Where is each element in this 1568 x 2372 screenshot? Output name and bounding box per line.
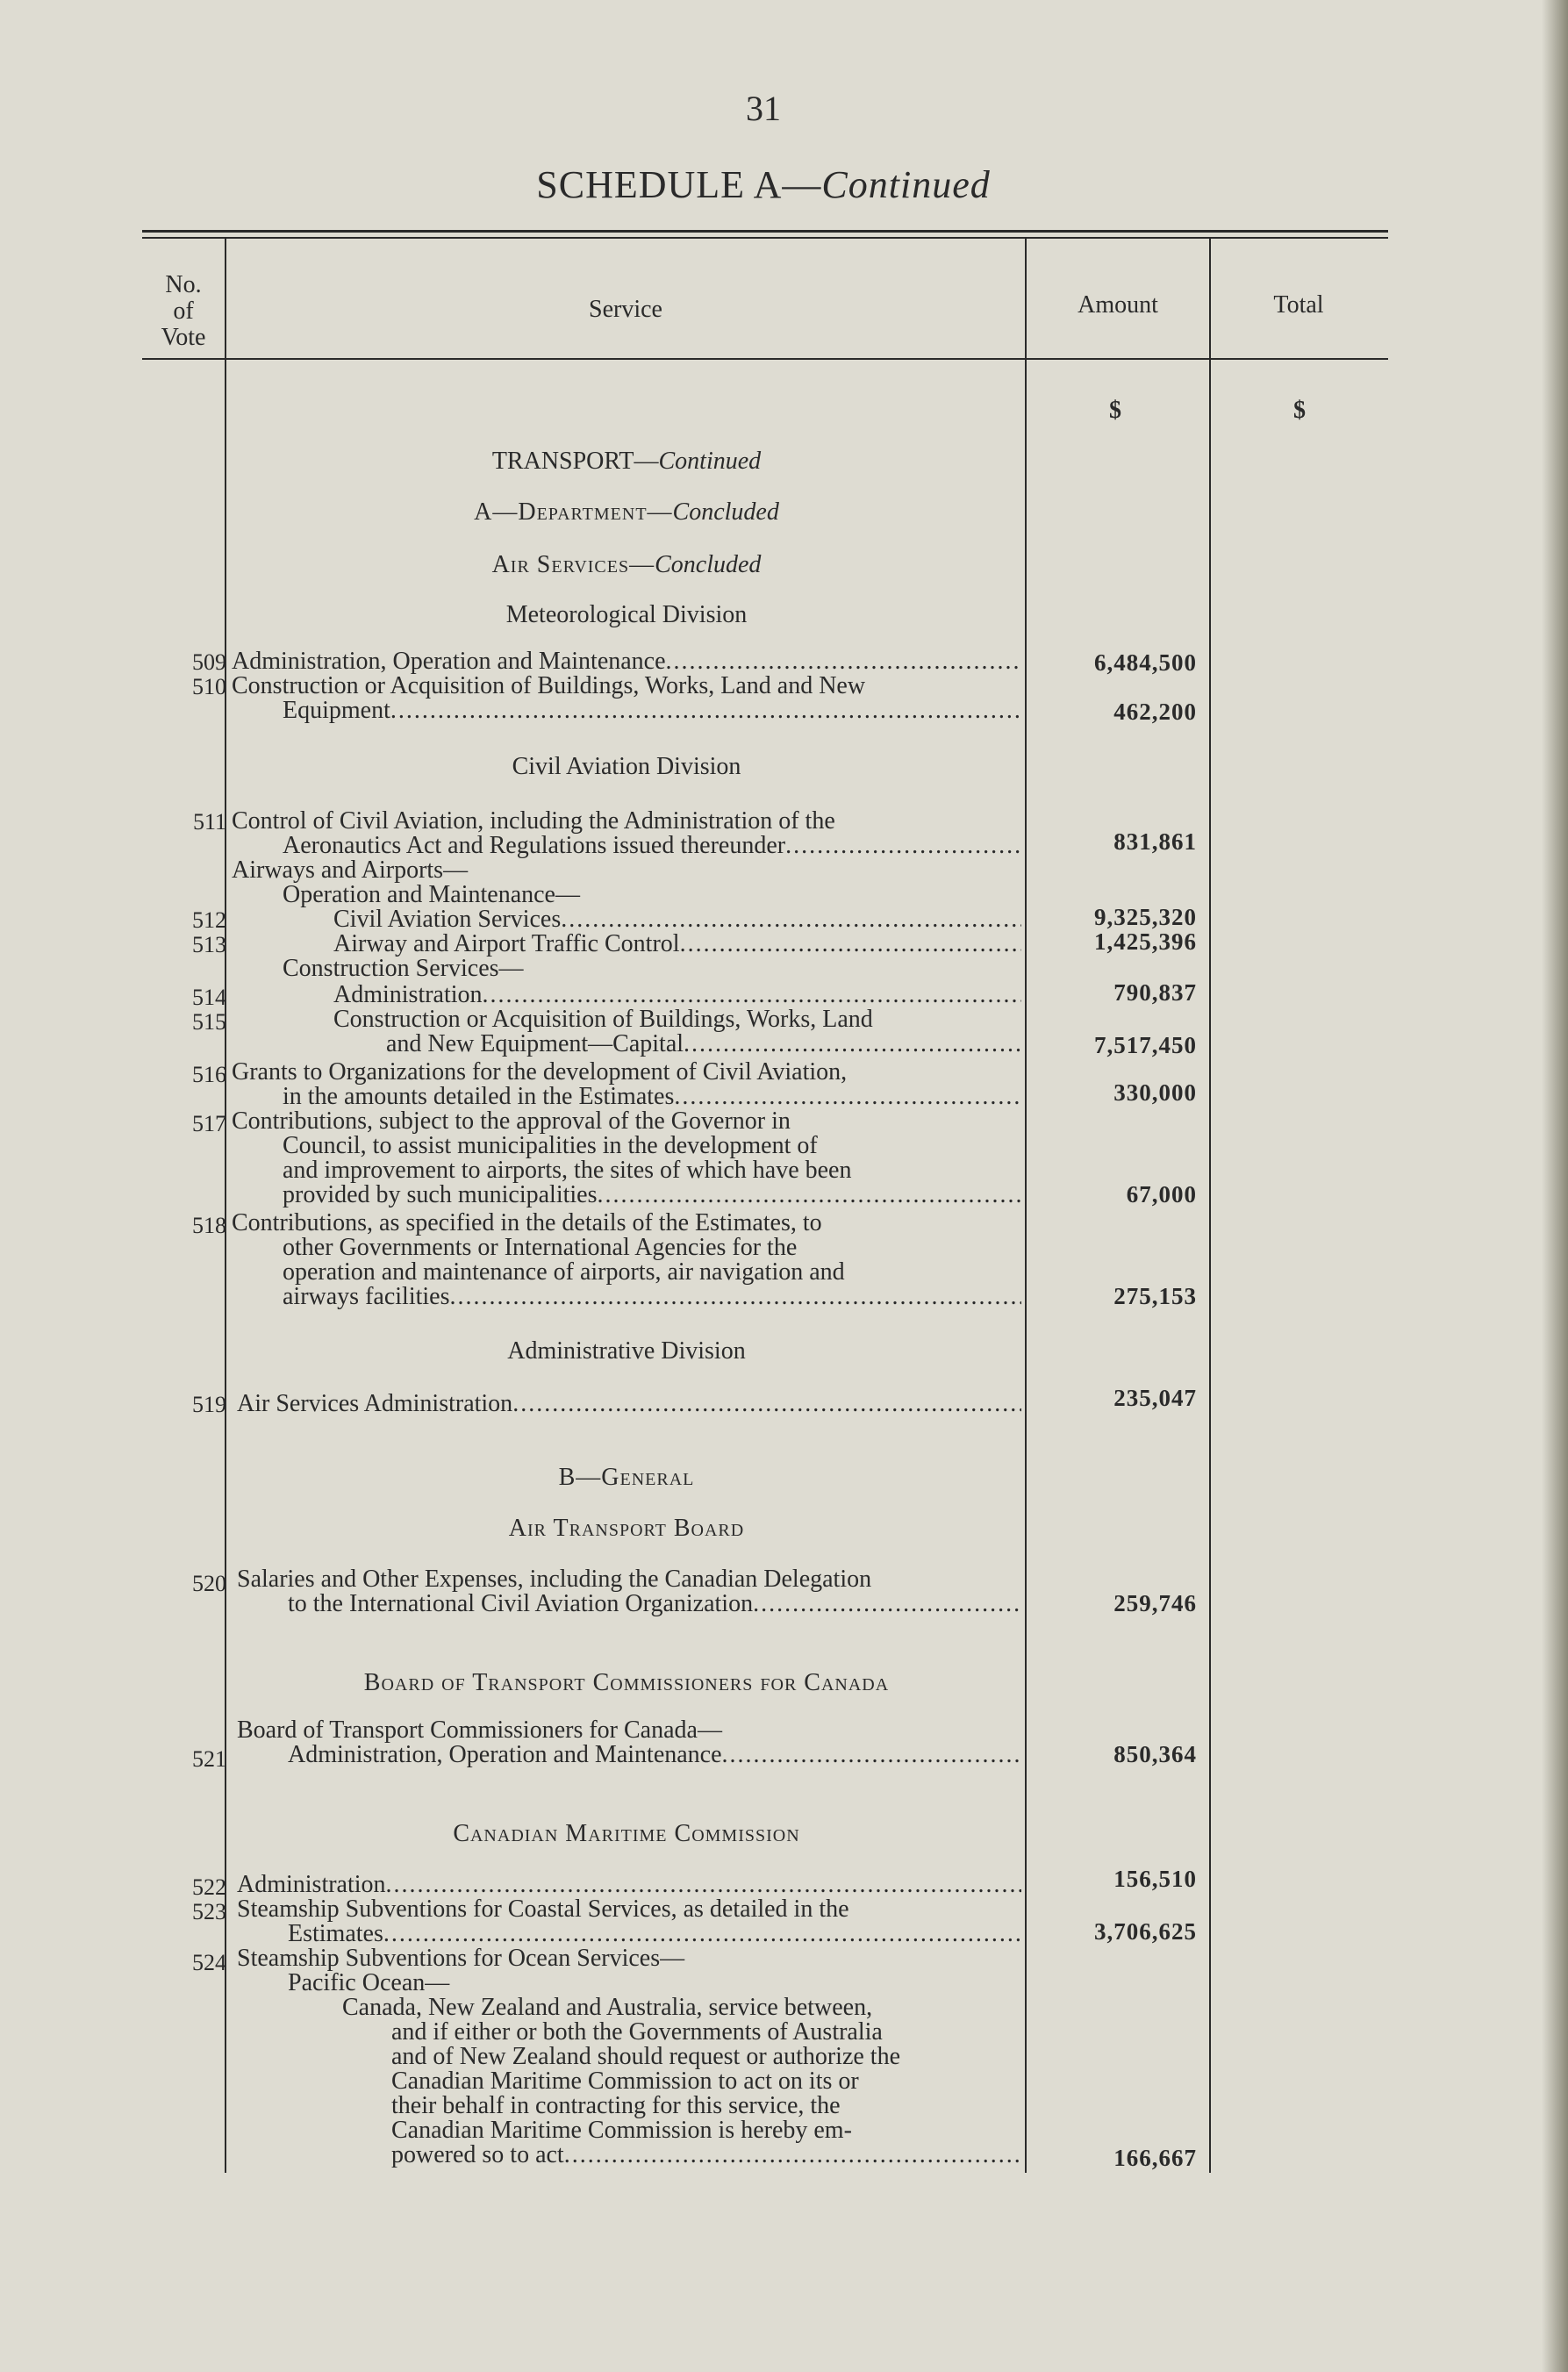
section-canadian-maritime-commission: Canadian Maritime Commission <box>453 1820 800 1847</box>
section-air-services-italic: Concluded <box>655 551 762 578</box>
vote-number: 520 <box>192 1571 226 1596</box>
service-line: Equipment ..... <box>283 699 1021 723</box>
page-title <box>0 162 1527 207</box>
service-line: Canadian Maritime Commission to act on its or <box>391 2067 859 2095</box>
section-department-main: A—Department— <box>474 498 673 526</box>
vote-number: 512 <box>192 907 226 933</box>
service-line: and New Equipment—Capital ..... <box>386 1032 1021 1057</box>
amount-value: 67,000 <box>1126 1181 1197 1207</box>
vote-number: 521 <box>192 1746 226 1772</box>
page-number: 31 <box>746 89 781 128</box>
amount-value: 330,000 <box>1113 1079 1197 1106</box>
service-line: Administration ..... <box>333 983 1021 1007</box>
service-line: airways facilities ..... <box>283 1285 1021 1309</box>
service-line: Council, to assist municipalities in the development of <box>283 1132 818 1159</box>
vote-number: 514 <box>192 985 226 1010</box>
section-department-italic: Concluded <box>672 498 779 526</box>
header-total: Total <box>1273 291 1324 319</box>
header-amount: Amount <box>1078 291 1158 319</box>
service-line: Air Services Administration ..... <box>237 1392 1021 1416</box>
service-line: Civil Aviation Services ..... <box>333 907 1021 932</box>
title-italic: Continued <box>821 163 991 206</box>
vote-number: 511 <box>192 809 226 835</box>
vote-number: 523 <box>192 1899 226 1924</box>
service-line: Construction or Acquisition of Buildings, Works, Land <box>333 1006 873 1033</box>
service-line: Salaries and Other Expenses, including the Canadian Delegation <box>237 1566 872 1593</box>
service-line: Administration ..... <box>237 1873 1021 1897</box>
service-line: Steamship Subventions for Ocean Services— <box>237 1945 685 1972</box>
section-air-services-main: Air Services— <box>491 551 655 578</box>
service-group-heading: Airways and Airports— <box>232 856 469 884</box>
amount-value: 3,706,625 <box>1094 1918 1197 1945</box>
amount-value: 462,200 <box>1113 699 1197 725</box>
service-line: Contributions, subject to the approval of the Governor in <box>232 1107 791 1135</box>
amount-value: 831,861 <box>1113 828 1197 855</box>
header-of: of <box>173 297 194 325</box>
service-line: Board of Transport Commissioners for Canada— <box>237 1716 722 1744</box>
service-line: Construction or Acquisition of Buildings, Works, Land and New <box>232 672 866 699</box>
section-air-transport-board: Air Transport Board <box>508 1515 745 1542</box>
service-line: Grants to Organizations for the development of Civil Aviation, <box>232 1058 848 1086</box>
header-vote: Vote <box>161 324 206 351</box>
amount-value: 9,325,320 <box>1094 904 1197 930</box>
amount-value: 6,484,500 <box>1094 649 1197 676</box>
service-group-heading: Operation and Maintenance— <box>283 881 580 908</box>
vote-number: 516 <box>192 1062 226 1087</box>
amount-value: 7,517,450 <box>1094 1032 1197 1058</box>
column-divider-amount <box>1209 239 1211 2173</box>
service-line: Canadian Maritime Commission is hereby em- <box>391 2117 852 2144</box>
service-line: their behalf in contracting for this service, the <box>391 2092 841 2119</box>
service-line: Contributions, as specified in the details of the Estimates, to <box>232 1209 822 1236</box>
header-no-of-vote <box>142 272 225 351</box>
service-line: Pacific Ocean— <box>288 1969 450 1996</box>
amount-value: 166,667 <box>1113 2145 1197 2171</box>
total-unit: $ <box>1293 397 1306 424</box>
service-line: to the International Civil Aviation Organization ..... <box>288 1592 1021 1616</box>
vote-number: 519 <box>192 1392 226 1417</box>
section-department <box>226 498 1027 527</box>
service-line: powered so to act ..... <box>391 2143 1021 2168</box>
amount-value: 156,510 <box>1113 1866 1197 1892</box>
service-line: and of New Zealand should request or authorize the <box>391 2043 901 2070</box>
service-line: Administration, Operation and Maintenance ..... <box>288 1743 1021 1767</box>
service-line: Administration, Operation and Maintenance ..... <box>232 649 1021 674</box>
vote-number: 518 <box>192 1213 226 1238</box>
page-edge-shadow <box>1542 0 1568 2372</box>
service-line: Control of Civil Aviation, including the Administration of the <box>232 807 835 835</box>
section-transport-main: TRANSPORT— <box>491 448 659 475</box>
section-board-transport-commissioners: Board of Transport Commissioners for Canada <box>363 1669 890 1696</box>
vote-number: 522 <box>192 1874 226 1900</box>
section-transport-italic: Continued <box>658 448 762 475</box>
title-main: SCHEDULE A— <box>536 163 822 206</box>
header-bottom-rule <box>142 358 1388 360</box>
service-line: Canada, New Zealand and Australia, service between, <box>342 1994 873 2021</box>
column-divider-service <box>1025 239 1027 2173</box>
service-line: in the amounts detailed in the Estimates ..... <box>283 1085 1021 1109</box>
service-line: Aeronautics Act and Regulations issued thereunder ..... <box>283 834 1021 858</box>
service-line: operation and maintenance of airports, air navigation and <box>283 1258 845 1286</box>
amount-value: 790,837 <box>1113 979 1197 1006</box>
section-meteorological: Meteorological Division <box>505 601 748 628</box>
vote-number: 509 <box>192 649 226 675</box>
vote-number: 510 <box>192 674 226 699</box>
amount-value: 275,153 <box>1113 1283 1197 1309</box>
service-line: Airway and Airport Traffic Control ..... <box>333 932 1021 957</box>
vote-number: 517 <box>192 1111 226 1136</box>
section-transport <box>226 448 1027 476</box>
service-line: Estimates ..... <box>288 1922 1021 1946</box>
table-top-rule-thin <box>142 237 1388 239</box>
section-civil-aviation: Civil Aviation Division <box>512 753 741 780</box>
amount-unit: $ <box>1109 397 1121 424</box>
section-administrative: Administrative Division <box>507 1337 746 1365</box>
amount-value: 235,047 <box>1113 1385 1197 1411</box>
service-line: Steamship Subventions for Coastal Services, as detailed in the <box>237 1895 849 1923</box>
table-top-rule <box>142 230 1388 233</box>
amount-value: 259,746 <box>1113 1590 1197 1616</box>
header-service: Service <box>589 296 662 323</box>
service-line: other Governments or International Agencies for the <box>283 1234 798 1261</box>
amount-value: 1,425,396 <box>1094 928 1197 955</box>
vote-number: 515 <box>192 1009 226 1035</box>
header-no: No. <box>165 271 202 298</box>
vote-number: 524 <box>192 1950 226 1975</box>
section-air-services <box>226 551 1027 579</box>
service-line: and improvement to airports, the sites of which have been <box>283 1157 852 1184</box>
section-general: B—General <box>558 1464 695 1491</box>
service-line: and if either or both the Governments of Australia <box>391 2018 883 2046</box>
service-line: provided by such municipalities ..... <box>283 1183 1021 1207</box>
vote-number: 513 <box>192 932 226 957</box>
service-group-heading: Construction Services— <box>283 955 524 982</box>
amount-value: 850,364 <box>1113 1741 1197 1767</box>
